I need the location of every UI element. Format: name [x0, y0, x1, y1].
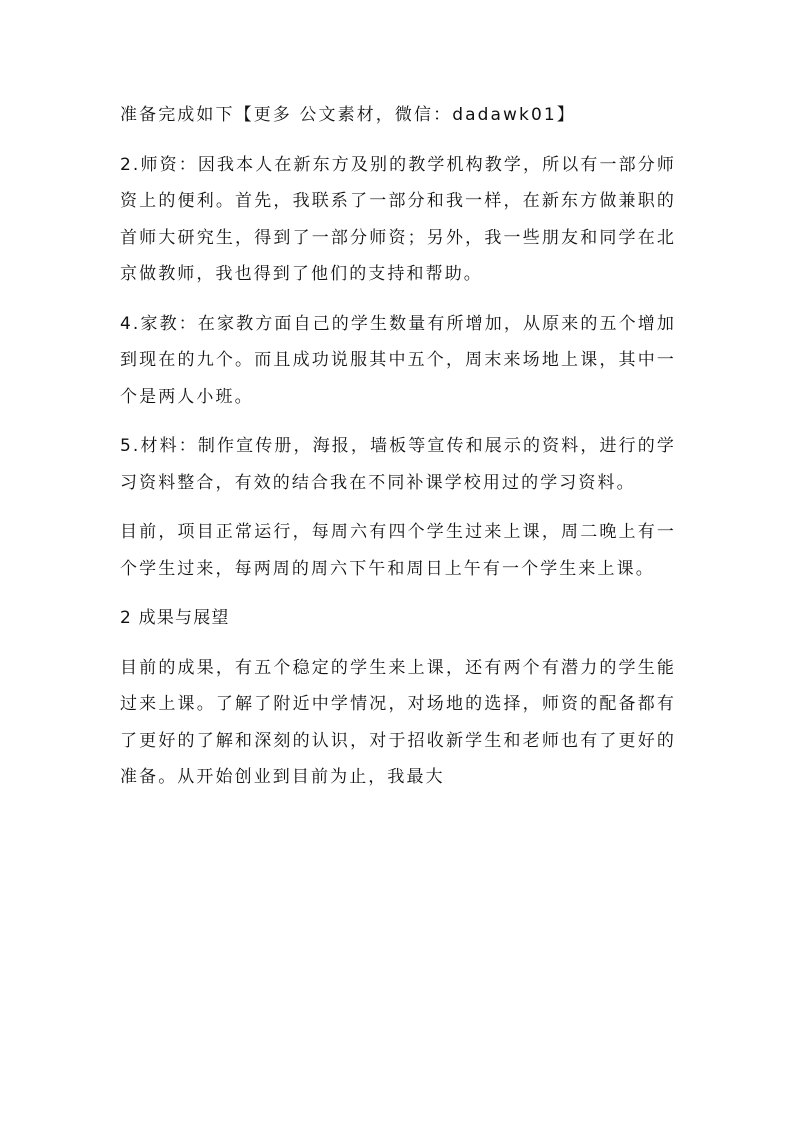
paragraph-teachers: 2.师资：因我本人在新东方及别的教学机构教学，所以有一部分师资上的便利。首先，我联系了一部分和我一样，在新东方做兼职的首师大研究生，得到了一部分师资；另外，我一些朋友和同学在北京做教师，我也得到了他们的支持和帮助。 — [120, 154, 676, 284]
section-heading-results: 2 成果与展望 — [120, 608, 230, 628]
paragraph-tutoring: 4.家教：在家教方面自己的学生数量有所增加，从原来的五个增加到现在的九个。而且成功说服其中五个，周末来场地上课，其中一个是两人小班。 — [120, 313, 676, 407]
paragraph-current-status: 目前，项目正常运行，每周六有四个学生过来上课，周二晚上有一个学生过来，每两周的周六下午和周日上午有一个学生来上课。 — [120, 522, 676, 579]
paragraph-results: 目前的成果，有五个稳定的学生来上课，还有两个有潜力的学生能过来上课。了解了附近中学情况，对场地的选择，师资的配备都有了更好的了解和深刻的认识，对于招收新学生和老师也有了更好的准备。从开始创业到目前为止，我最大 — [120, 657, 676, 787]
paragraph-intro: 准备完成如下【更多 公文素材，微信：dadawk01】 — [120, 105, 576, 125]
paragraph-materials: 5.材料：制作宣传册，海报，墙板等宣传和展示的资料，进行的学习资料整合，有效的结合我在不同补课学校用过的学习资料。 — [120, 436, 676, 493]
document-body — [120, 97, 676, 809]
